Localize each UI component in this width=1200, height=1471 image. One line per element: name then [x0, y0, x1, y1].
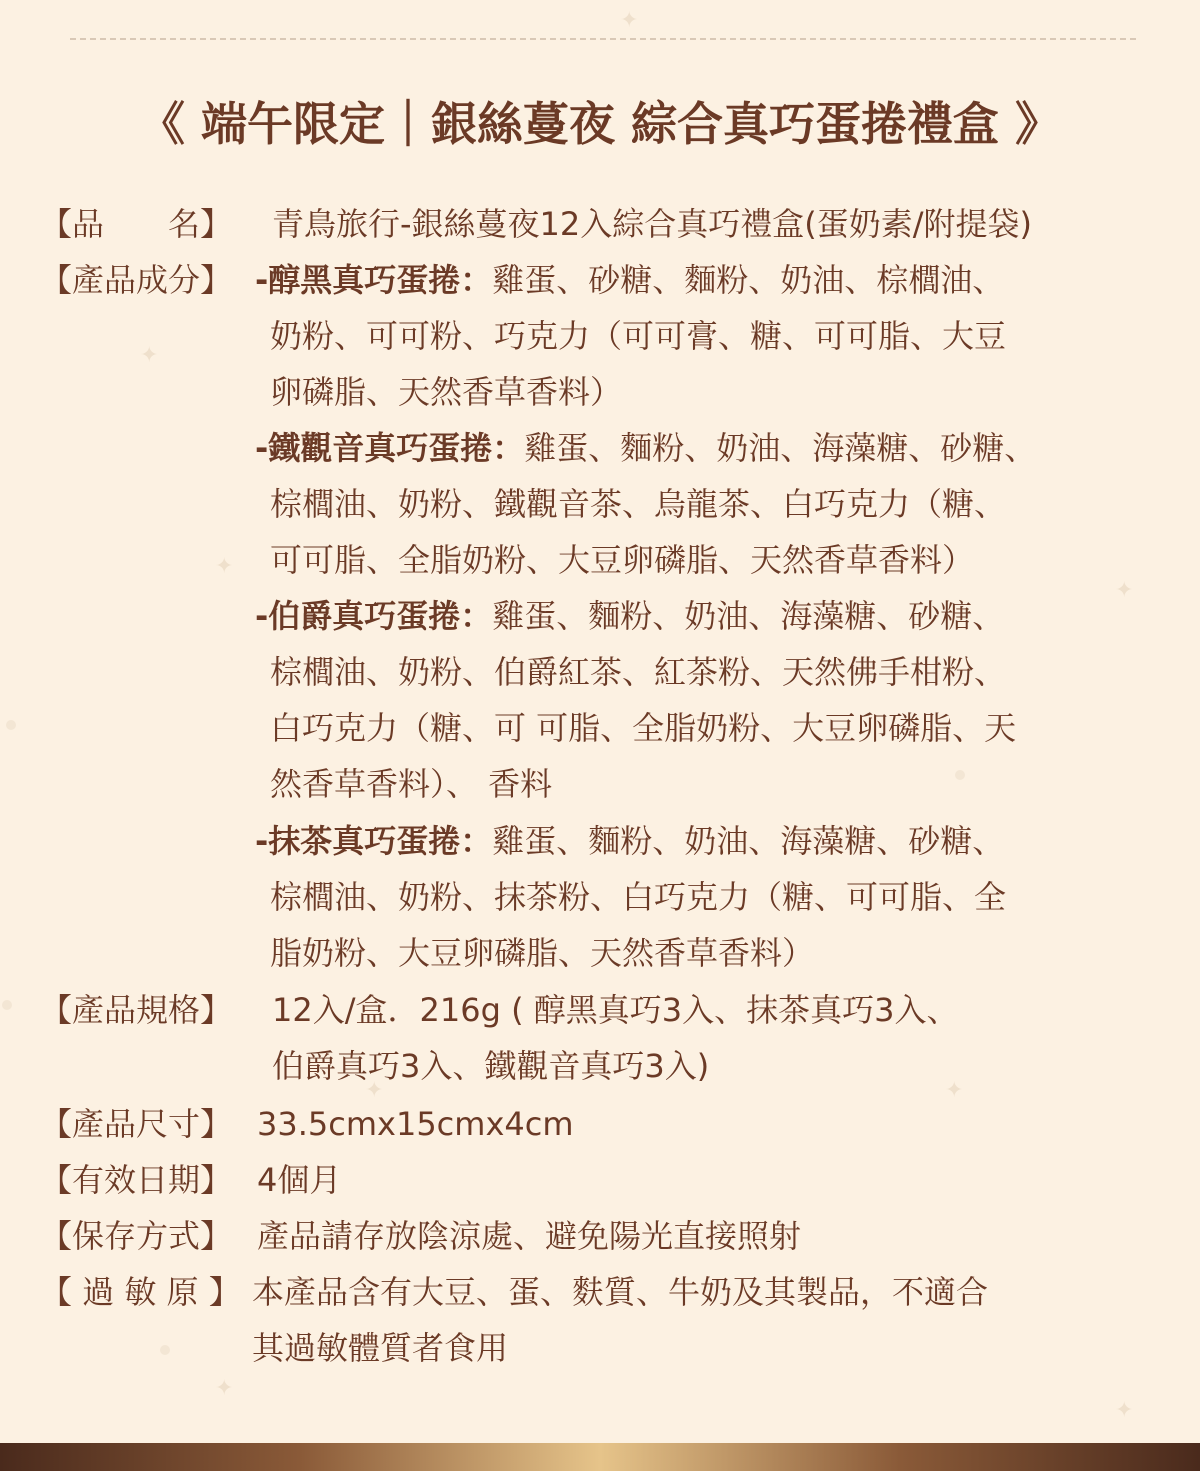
ingredient-line: 棕櫚油、奶粉、鐵觀音茶、烏龍茶、白巧克力（糖、 — [270, 485, 1007, 523]
star-icon: ✦ — [140, 343, 159, 368]
expiry-value: 4個月 — [257, 1161, 342, 1199]
ingredient-name: -鐵觀音真巧蛋捲： — [255, 429, 525, 467]
star-icon: ✦ — [945, 1078, 964, 1103]
spec-line: 伯爵真巧3入、鐵觀音真巧3入) — [272, 1047, 710, 1085]
star-icon: ✦ — [215, 554, 234, 579]
spec-label: 【產品規格】 — [40, 991, 233, 1029]
top-divider — [70, 38, 1136, 40]
ingredient-name: -抹茶真巧蛋捲： — [255, 822, 493, 860]
dot-decoration — [6, 720, 16, 730]
allergen-line: 本產品含有大豆、蛋、麩質、牛奶及其製品，不適合 — [252, 1273, 989, 1311]
allergen-line: 其過敏體質者食用 — [252, 1329, 509, 1367]
ingredients-label: 【產品成分】 — [40, 261, 233, 299]
ingredient-text: 雞蛋、麵粉、奶油、海藻糖、砂糖、 — [492, 822, 1005, 860]
ingredient-line: 白巧克力（糖、可 可脂、全脂奶粉、大豆卵磷脂、天 — [270, 709, 1017, 747]
storage-value: 產品請存放陰涼處、避免陽光直接照射 — [257, 1217, 802, 1255]
ingredient-text: 雞蛋、麵粉、奶油、海藻糖、砂糖、 — [492, 597, 1005, 635]
ingredient-item — [255, 252, 1004, 308]
ingredient-name: -醇黑真巧蛋捲： — [255, 261, 493, 299]
star-icon: ✦ — [1115, 1398, 1134, 1423]
ingredient-item — [255, 588, 1004, 644]
ingredient-item — [255, 420, 1036, 476]
ingredient-line: 棕櫚油、奶粉、伯爵紅茶、紅茶粉、天然佛手柑粉、 — [270, 653, 1007, 691]
ingredient-line: 然香草香料）、 香料 — [270, 765, 553, 803]
ingredient-line: 奶粉、可可粉、巧克力（可可膏、糖、可可脂、大豆 — [270, 317, 1007, 355]
bottom-gradient-bar — [0, 1443, 1200, 1471]
ingredient-line: 棕櫚油、奶粉、抹茶粉、白巧克力（糖、可可脂、全 — [270, 878, 1007, 916]
ingredient-line: 脂奶粉、大豆卵磷脂、天然香草香料） — [270, 934, 815, 972]
ingredient-name: -伯爵真巧蛋捲： — [255, 597, 493, 635]
expiry-label: 【有效日期】 — [40, 1161, 233, 1199]
spec-line: 12入/盒．216g ( 醇黑真巧3入、抹茶真巧3入、 — [272, 991, 959, 1029]
star-icon: ✦ — [215, 1376, 234, 1401]
ingredient-text: 雞蛋、麵粉、奶油、海藻糖、砂糖、 — [524, 429, 1037, 467]
name-label: 【品 名】 — [40, 205, 233, 243]
ingredient-line: 卵磷脂、天然香草香料） — [270, 373, 623, 411]
dot-decoration — [2, 1000, 12, 1010]
name-value: 青鳥旅行-銀絲蔓夜12入綜合真巧禮盒(蛋奶素/附提袋) — [272, 205, 1033, 243]
dot-decoration — [955, 770, 965, 780]
star-icon: ✦ — [1115, 578, 1134, 603]
size-value: 33.5cmx15cmx4cm — [257, 1105, 574, 1143]
star-icon: ✦ — [365, 1078, 384, 1103]
ingredient-line: 可可脂、全脂奶粉、大豆卵磷脂、天然香草香料） — [270, 541, 975, 579]
size-label: 【產品尺寸】 — [40, 1105, 233, 1143]
dot-decoration — [160, 1345, 170, 1355]
ingredient-item — [255, 813, 1004, 869]
allergen-label: 【 過 敏 原 】 — [40, 1273, 241, 1311]
storage-label: 【保存方式】 — [40, 1217, 233, 1255]
page-title: 《 端午限定｜銀絲蔓夜 綜合真巧蛋捲禮盒 》 — [138, 97, 1062, 151]
ingredient-text: 雞蛋、砂糖、麵粉、奶油、棕櫚油、 — [492, 261, 1005, 299]
star-icon: ✦ — [620, 8, 639, 33]
